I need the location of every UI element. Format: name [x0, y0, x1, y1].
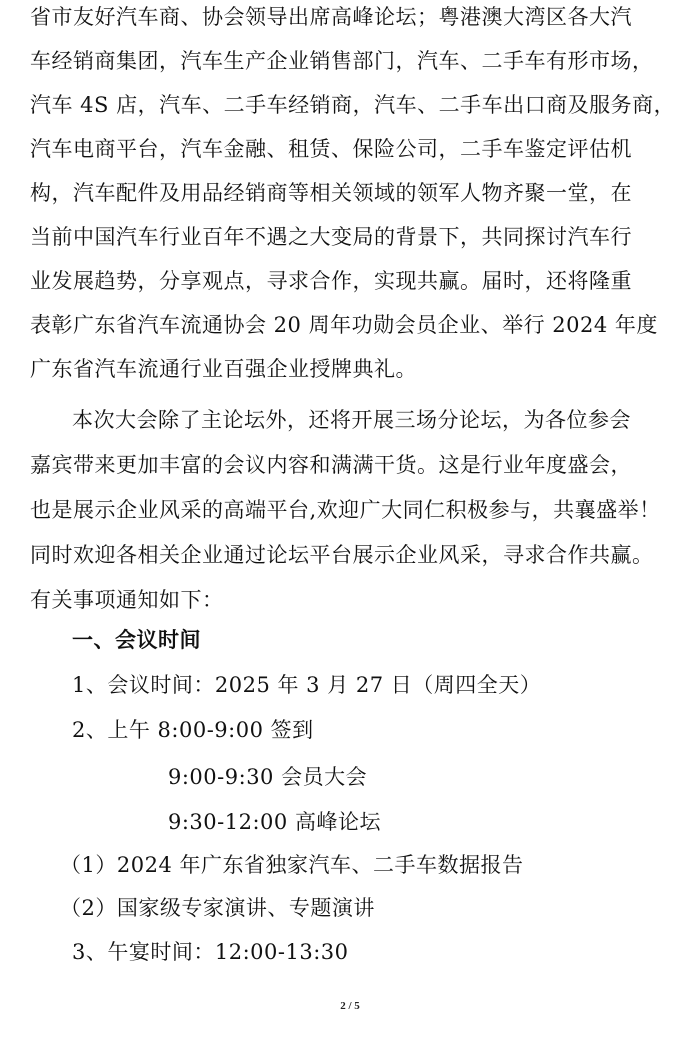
paragraph-line: 也是展示企业风采的高端平台,欢迎广大同仁积极参与，共襄盛举！: [30, 498, 661, 522]
paragraph-line: 广东省汽车流通行业百强企业授牌典礼。: [30, 357, 417, 381]
paragraph-line: 同时欢迎各相关企业通过论坛平台展示企业风采，寻求合作共赢。: [30, 543, 654, 567]
paragraph-line: 当前中国汽车行业百年不遇之大变局的背景下，共同探讨汽车行: [30, 225, 632, 249]
paragraph-line: 省市友好汽车商、协会领导出席高峰论坛；粤港澳大湾区各大汽: [30, 5, 632, 29]
paragraph-line: 本次大会除了主论坛外，还将开展三场分论坛，为各位参会: [72, 408, 631, 432]
list-item: 9:00-9:30 会员大会: [168, 765, 368, 789]
paragraph-line: 车经销商集团，汽车生产企业销售部门，汽车、二手车有形市场，: [30, 49, 654, 73]
page-number: 2 / 5: [340, 1000, 360, 1012]
list-item: （1）2024 年广东省独家汽车、二手车数据报告: [60, 853, 524, 877]
paragraph-line: 业发展趋势，分享观点，寻求合作，实现共赢。届时，还将隆重: [30, 269, 632, 293]
paragraph-line: 汽车 4S 店，汽车、二手车经销商，汽车、二手车出口商及服务商，: [30, 93, 676, 117]
list-item: 9:30-12:00 高峰论坛: [168, 810, 381, 834]
paragraph-line: 有关事项通知如下：: [30, 588, 224, 612]
list-item: 3、午宴时间：12:00-13:30: [72, 940, 349, 964]
list-item: （2）国家级专家演讲、专题演讲: [60, 896, 375, 920]
list-item: 1、会议时间：2025 年 3 月 27 日（周四全天）: [72, 673, 542, 697]
list-item: 2、上午 8:00-9:00 签到: [72, 718, 314, 742]
paragraph-line: 汽车电商平台，汽车金融、租赁、保险公司，二手车鉴定评估机: [30, 137, 632, 161]
paragraph-line: 嘉宾带来更加丰富的会议内容和满满干货。这是行业年度盛会，: [30, 453, 632, 477]
section-heading: 一、会议时间: [72, 628, 201, 652]
paragraph-line: 表彰广东省汽车流通协会 20 周年功勋会员企业、举行 2024 年度: [30, 313, 658, 337]
paragraph-line: 构，汽车配件及用品经销商等相关领域的领军人物齐聚一堂，在: [30, 181, 632, 205]
